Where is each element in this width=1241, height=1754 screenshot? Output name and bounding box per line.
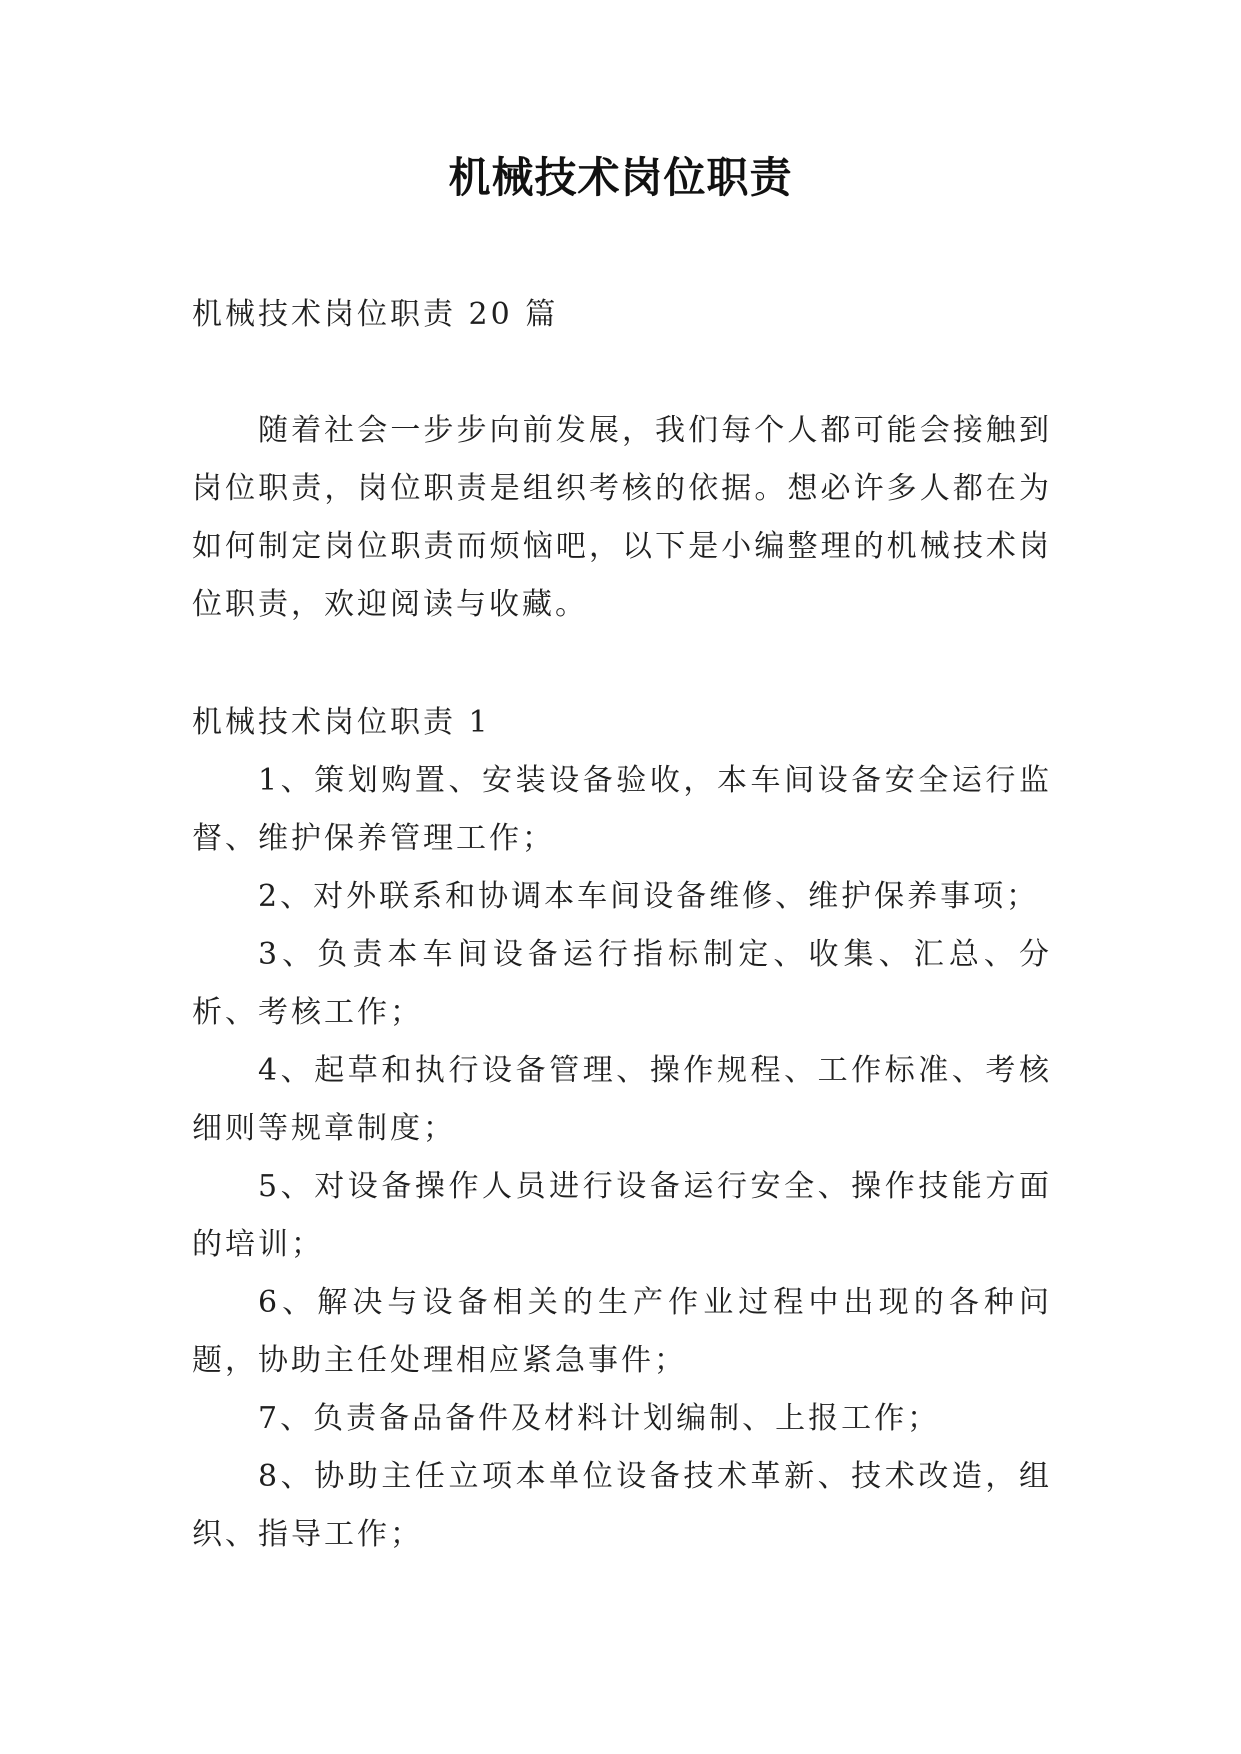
duty-item: 3、负责本车间设备运行指标制定、收集、汇总、分析、考核工作；: [192, 937, 1052, 1030]
duty-item: 4、起草和执行设备管理、操作规程、工作标准、考核细则等规章制度；: [192, 1053, 1052, 1146]
duties-list: [192, 752, 1052, 1564]
duty-item: 1、策划购置、安装设备验收，本车间设备安全运行监督、维护保养管理工作；: [192, 763, 1052, 856]
duty-item: 8、协助主任立项本单位设备技术革新、技术改造，组织、指导工作；: [192, 1459, 1052, 1552]
duty-item: 6、解决与设备相关的生产作业过程中出现的各种问题，协助主任处理相应紧急事件；: [192, 1285, 1052, 1378]
intro-paragraph: 随着社会一步步向前发展，我们每个人都可能会接触到岗位职责，岗位职责是组织考核的依据。想必许多人都在为如何制定岗位职责而烦恼吧，以下是小编整理的机械技术岗位职责，欢迎阅读与收藏。: [192, 413, 1052, 622]
section-heading: 机械技术岗位职责 1: [192, 705, 491, 740]
document-title: 机械技术岗位职责: [448, 153, 793, 202]
duty-item: 7、负责备品备件及材料计划编制、上报工作；: [258, 1401, 941, 1436]
duty-item: 2、对外联系和协调本车间设备维修、维护保养事项；: [258, 879, 1040, 914]
duty-item: 5、对设备操作人员进行设备运行安全、操作技能方面的培训；: [192, 1169, 1052, 1262]
duties-section: [192, 694, 1052, 1564]
document-subtitle: 机械技术岗位职责 20 篇: [192, 297, 559, 332]
